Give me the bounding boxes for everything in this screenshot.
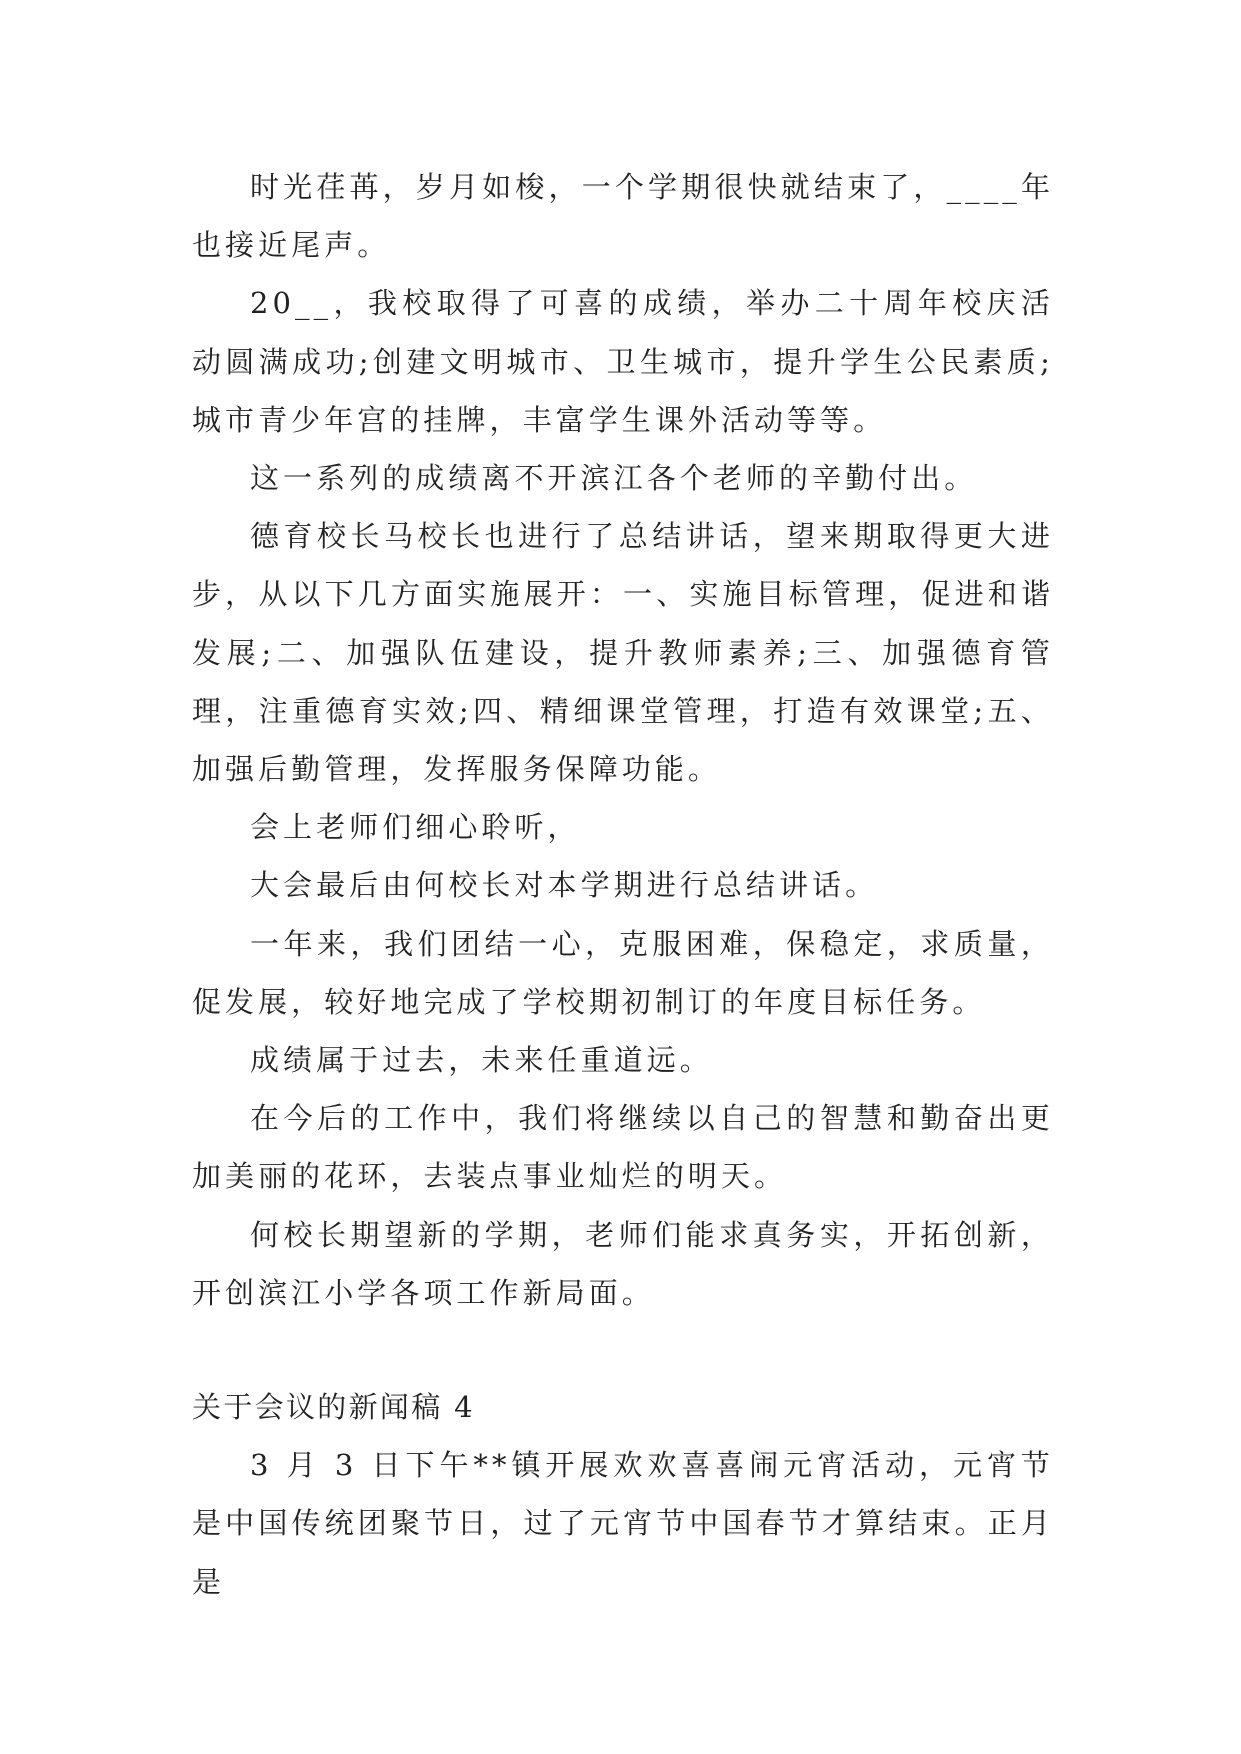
paragraph-7: 一年来，我们团结一心，克服困难，保稳定，求质量，促发展，较好地完成了学校期初制订的年度目标任务。 <box>192 926 1054 1019</box>
document-page <box>192 158 1054 1611</box>
paragraph-6: 大会最后由何校长对本学期进行总结讲话。 <box>250 868 879 903</box>
section-heading: 关于会议的新闻稿 4 <box>192 1390 475 1425</box>
section-paragraph-1: 3 月 3 日下午**镇开展欢欢喜喜闹元宵活动，元宵节是中国传统团聚节日，过了元宵节中国春节才算结束。正月是 <box>192 1448 1054 1599</box>
paragraph-5: 会上老师们细心聆听， <box>250 810 581 845</box>
paragraph-1: 时光荏苒，岁月如梭，一个学期很快就结束了，____年也接近尾声。 <box>192 170 1054 263</box>
paragraph-4: 德育校长马校长也进行了总结讲话，望来期取得更大进步，从以下几方面实施展开：一、实施目标管理，促进和谐发展;二、加强队伍建设，提升教师素养;三、加强德育管理，注重德育实效;四、精细课堂管理，打造有效课堂;五、加强后勤管理，发挥服务保障功能。 <box>192 519 1054 787</box>
paragraph-2: 20__，我校取得了可喜的成绩，举办二十周年校庆活动圆满成功;创建文明城市、卫生城市，提升学生公民素质;城市青少年宫的挂牌，丰富学生课外活动等等。 <box>192 286 1054 437</box>
paragraph-10: 何校长期望新的学期，老师们能求真务实，开拓创新，开创滨江小学各项工作新局面。 <box>192 1217 1054 1310</box>
paragraph-3: 这一系列的成绩离不开滨江各个老师的辛勤付出。 <box>250 461 978 496</box>
paragraph-8: 成绩属于过去，未来任重道远。 <box>250 1043 713 1078</box>
paragraph-9: 在今后的工作中，我们将继续以自己的智慧和勤奋出更加美丽的花环，去装点事业灿烂的明天。 <box>192 1101 1054 1194</box>
